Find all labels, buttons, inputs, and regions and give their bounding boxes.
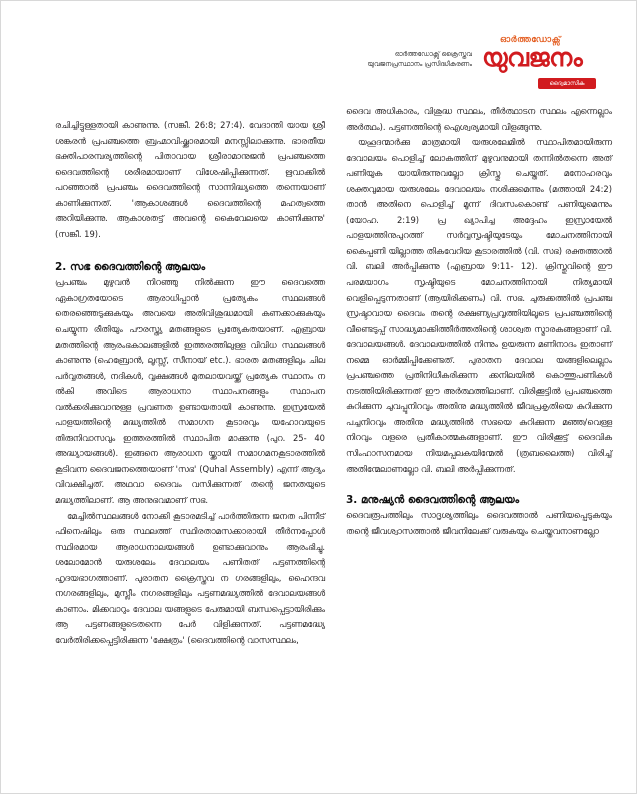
section-heading-3: 3. മനുഷ്യൻ ദൈവത്തിന്റെ ആലയം: [346, 494, 520, 507]
left-paragraph-1: രചിച്ചിട്ടുള്ളതായി കാണുന്നു. (സങ്കീ. 26:8; 27:4). വേദാന്തി യായ ശ്രീ ശങ്കരൻ പ്രപഞ്ചത്തെ ബ്രഹ്മാവിഷ്ക്കാരമായി മനസ്സിലാക്കുന്നു. ഭാരതീയ ഭക്തിപാരമ്പര്യത്തിന്റെ പിതാവായ ശ്രീരാമാനുജൻ പ്രപഞ്ചത്തെ ദൈവത്തിന്റെ ശരീരമായാണ് വിശേഷിപ്പിക്കുന്നത്. ഋവാക്കിൽ പറഞ്ഞാൽ പ്രപഞ്ചം ദൈവത്തിന്റെ സാന്നിദ്ധ്യത്തെ തന്നെയാണ് കാണിക്കുന്നത്. 'ആകാശങ്ങൾ ദൈവത്തിന്റെ മഹത്വത്തെ അറിയിക്കുന്നു. ആകാശതട്ട് അവന്റെ കൈവേലയെ കാണിക്കുന്നു' (സങ്കീ. 19).: [55, 120, 325, 239]
section-heading-2: 2. സഭ ദൈവത്തിന്റെ ആലയം: [55, 261, 206, 274]
yuvajanam-logo: [478, 35, 603, 95]
left-paragraph-2: പ്രപഞ്ചം മുഴുവൻ നിറഞ്ഞു നിൽക്കുന്ന ഈ ദൈവത്തെ ഏകാഗ്രതയോടെ ആരാധിപ്പാൻ പ്രത്യേകം സ്ഥലങ്ങൾ തെരഞ്ഞെടുക്കുകയും അവയെ അതിവിശുദ്ധമായി കണക്കാക്കുകയും ചെയ്യുന്ന രീതിയും പൗരസ്ത്യ മതങ്ങളുടെ പ്രത്യേകതയാണ്. എബ്രായ മതത്തിന്റെ ആരംഭകാലങ്ങളിൽ ഇത്തരത്തിലുള്ള വിവിധ സ്ഥലങ്ങൾ കാണുന്നു (ഹെബ്രോൻ, ലൂസ്സ്, സീനായ് etc.). ഭാരത മതങ്ങളിലും ചില പർവ്വതങ്ങൾ, നദികൾ, വൃക്ഷങ്ങൾ മുതലായവയ്ക്ക് പ്രത്യേക സ്ഥാനം ന ൽകി അവിടെ ആരാധനാ സ്ഥാപനങ്ങളും സ്ഥാപന വൽക്കരിക്കുവാനുള്ള പ്രവണത ഉണ്ടായതായി കാണുന്നു. ഇസ്രയേൽ പാളയത്തിന്റെ മദ്ധ്യത്തിൽ സമാഗന കൂടാരവും യഹോവയുടെ തിരുനിവാസവും ഇത്തരത്തിൽ സ്ഥാപിത മാക്കുന്നു (പുറ. 25- 40 അദ്ധ്യായങ്ങൾ). ഇങ്ങനെ ആരാധന യ്ക്കായി സമാഗമനകൂടാരത്തിൽ കൂടിവന്ന ദൈവജനത്തെയാണ് 'സഭ' (Quhal Assembly) എന്ന് ആദ്യം വിവക്ഷിച്ചത്. അഥവാ ദൈവം വസിക്കുന്നത് തന്റെ ജനതയുടെ മദ്ധ്യത്തിലാണ്. ആ അനുഭവമാണ് സഭ.: [55, 277, 325, 506]
page-header: [0, 0, 637, 100]
right-paragraph-2: യഹൂദന്മാർക്കു മാത്രമായി യരുശലേമിൽ സ്ഥാപിതമായിരുന്ന ദേവാലയം പൊളിച്ച് ലോകത്തിന് മുഴുവനുമായി തന്നിൽതന്നെ അത് പണിയുക യായിരുന്നുവല്ലോ ക്രിസ്തു ചെയ്തത്. മനോഹരവും ശക്തവുമായ യരുശലേം ദേവാലയം നശിക്കുമെന്നും (മത്തായി 24:2) താൻ അതിനെ പൊളിച്ച് മൂന്ന് ദിവസംകൊണ്ട് പണിയുമെന്നും (യോഹ. 2:19) പ്ര ഖ്യാപിച്ച അദ്ദേഹം ഇസ്രായേൽ പാളയത്തിനുപുറത്ത് സർവ്വസൃഷ്ടിയുടേയും മോചനത്തിനായി കൈപ്പണി യില്ലാത്ത തികവേറിയ കൂടാരത്തിൽ (വി. സഭ) രക്തത്താൽ വി. ബലി അർപ്പിക്കുന്നു (എബ്രായ 9:11- 12). ക്രിസ്തുവിന്റെ ഈ പരമയാഗം സൃഷ്ടിയുടെ മോചനത്തിനായി നിത്യമായി വെളിപ്പെടുന്നതാണ് (ആയിരിക്കണം) വി. സഭ. ചുരുക്കത്തിൽ പ്രപഞ്ച സ്രഷ്ടാവായ ദൈവം തന്റെ രക്ഷണ്യപ്രവൃത്തിയിലൂടെ പ്രപഞ്ചത്തിന്റെ വീണ്ടെടുപ്പ് സാദ്ധ്യമാക്കിത്തീർത്തതിന്റെ ശാശ്വത സ്മാരകങ്ങളാണ് വി. ദേവാലയങ്ങൾ. ദേവാലയത്തിൽ നിന്നും ഉയരുന്ന മണിനാദം ഇതാണ് നമ്മെ ഓർമ്മിപ്പിക്കേണ്ടത്. പുരാതന ദേവാല യങ്ങളിലെല്ലാം പ്രപഞ്ചത്തെ പ്രതിനിധീകരിക്കുന്ന ക്കനിലയിൽ കൊത്തുപണികൾ നടത്തിയിരിക്കുന്നത് ഈ അർത്ഥത്തിലാണ്. വിരിക്കൂട്ടിൽ പ്രപഞ്ചത്തെ കുറിക്കുന്ന ചുവപ്പുനിറവും അതിനു മദ്ധ്യത്തിൽ ജീവപ്രകൃതിയെ കുറിക്കുന്ന പച്ചനിറവും അതിനു മദ്ധ്യത്തിൽ സഭയെ കുറിക്കുന്ന മഞ്ഞ/വെള്ള നിറവും വളരെ പ്രതീകാത്മകങ്ങളാണ്. ഈ വിരിക്കൂട്ട് ദൈവിക സിംഹാസനമായ നിയമപ്പലകയിന്മേൽ (ത്രബലൈത്ത) വിരിച്ച് അതിന്മേലാണല്ലോ വി. ബലി അർപ്പിക്കുന്നത്.: [346, 137, 612, 474]
right-paragraph-1: ദൈവ അധികാരം, വിശുദ്ധ സ്ഥലം, തീർത്ഥാടന സ്ഥലം എന്നെല്ലാം അർത്ഥം). പട്ടണത്തിന്റെ ഐശ്വര്യമായി വിളങ്ങുന്നു.: [346, 106, 612, 132]
tagline-line-2: യുവജനപ്രസ്ഥാനം പ്രസിദ്ധീകരണം: [367, 59, 472, 68]
publisher-tagline: [367, 50, 472, 69]
tagline-line-1: ഓർത്തഡോക്സ് ക്രൈസ്തവ: [394, 50, 472, 58]
logo-main-text: യുവജനം: [482, 43, 583, 72]
left-column: [55, 118, 325, 649]
left-paragraph-3: മേച്ചിൽസ്ഥലങ്ങൾ നോക്കി കൂടാരമടിച്ച് പാർത്തിരുന്ന ജനത പിന്നീട് ഫിനെഷിലും ഒരു സ്ഥലത്ത് സ്ഥിരതാമസക്കാരായി തീർന്നപ്പോൾ സ്ഥിരമായ ആരാധനാലയങ്ങൾ ഉണ്ടാക്കുവാനും ആരംഭിച്ചു. ശലോമോൻ യരുശലേം ദേവാലയം പണിതത് പട്ടണത്തിന്റെ ഹൃദയഭാഗത്താണ്. പുരാതന ക്രൈസ്തവ ന ഗരങ്ങളിലും, ഹൈന്ദവ നഗരങ്ങളിലും, മുസ്ലീം നഗരങ്ങളിലും പട്ടണമദ്ധ്യത്തിൽ ദേവാലയങ്ങൾ കാണാം. മിക്കവാറും ദേവാല യങ്ങളുടെ പേരുമായി ബന്ധപ്പെട്ടായിരിക്കും ആ പട്ടണങ്ങളുടെതന്നെ പേർ വിളിക്കുന്നത്. പട്ടണമദ്ധ്യേ വേർതിരിക്കപ്പെട്ടിരിക്കുന്ന 'ക്ഷേത്രം' (ദൈവത്തിന്റെ വാസസ്ഥലം,: [55, 510, 325, 645]
logo-top-text: ഓർത്തഡോക്സ്: [500, 35, 561, 45]
right-paragraph-3: ദൈവരൂപത്തിലും സാദൃശ്യത്തിലും ദൈവത്താൽ പണിയപ്പെടുകയും തന്റെ ജീവശ്വാസത്താൽ ജീവനിലേക്ക് വരുകയും ചെയ്തവനാണല്ലോ: [346, 510, 612, 536]
right-column: [346, 104, 612, 539]
logo-sub-badge: ദ്വൈമാസിക: [538, 78, 596, 89]
